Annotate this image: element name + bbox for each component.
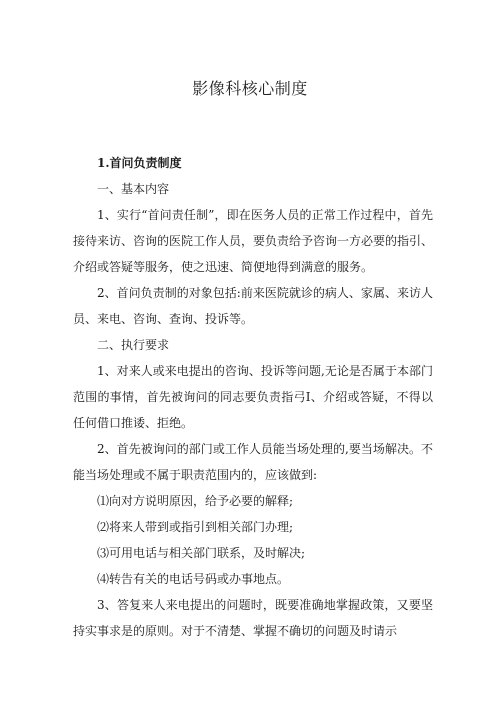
paragraph-3: 1、对来人或来电提出的咨询、投诉等问题,无论是否属于本部门范围的事情，首先被询问的同志要负责指弓I、介绍或答疑，不得以任何借口推诿、拒绝。 [73, 364, 433, 430]
list-item-2: ⑵将来人带到或指引到相关部门办理; [97, 520, 294, 534]
subheading-basic-content: 一、基本内容 [97, 182, 170, 196]
document-title: 影像科核心制度 [192, 79, 308, 98]
section-heading: 1.首问负责制度 [97, 156, 182, 170]
list-item-4: ⑷转告有关的电话号码或办事地点。 [97, 572, 290, 586]
document-body [73, 150, 433, 644]
list-item-3: ⑶可用电话与相关部门联系，及时解决; [97, 546, 306, 560]
subheading-requirements: 二、执行要求 [97, 338, 170, 352]
paragraph-5: 3、答复来人来电提出的问题时，既要准确地掌握政策，又要坚持实事求是的原则。对于不清楚、掌握不确切的问题及时请示 [73, 598, 433, 638]
paragraph-4: 2、首先被询问的部门或工作人员能当场处理的,要当场解决。不能当场处理或不属于职责范围内的，应该做到: [73, 442, 433, 482]
paragraph-1: 1、实行“首问责任制”，即在医务人员的正常工作过程中，首先接待来访、咨询的医院工作人员，要负责给予咨询一方必要的指引、介绍或答疑等服务，使之迅速、简便地得到满意的服务。 [73, 208, 434, 274]
list-item-1: ⑴向对方说明原因，给予必要的解释; [97, 494, 294, 508]
paragraph-2: 2、首问负责制的对象包括:前来医院就诊的病人、家属、来访人员、来电、咨询、查询、投诉等。 [73, 286, 433, 326]
